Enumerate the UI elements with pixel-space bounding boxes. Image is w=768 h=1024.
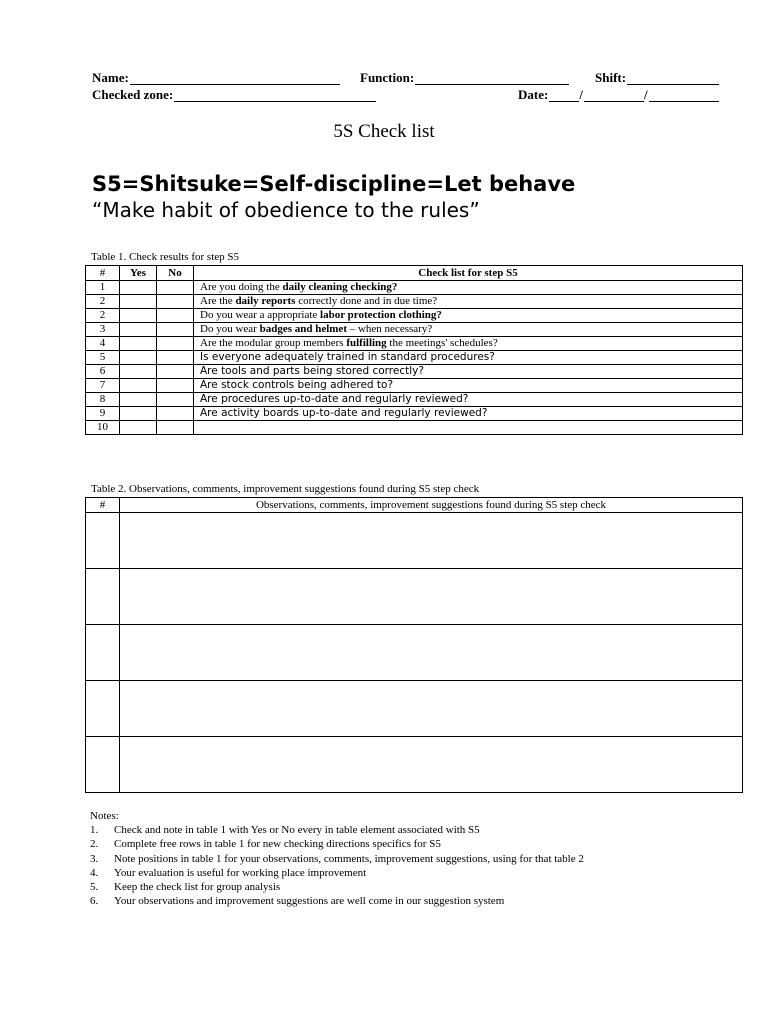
step-motto: “Make habit of obedience to the rules” xyxy=(92,198,480,222)
row-number-cell[interactable] xyxy=(86,513,120,569)
observations-table xyxy=(85,497,743,793)
row-number: 9 xyxy=(86,407,120,421)
yes-cell[interactable] xyxy=(120,351,157,365)
question-text-end: correctly done and in due time? xyxy=(295,295,438,307)
question-text: Is everyone adequately trained in standard procedures? xyxy=(200,351,495,363)
note-text: Keep the check list for group analysis xyxy=(114,881,281,894)
row-number: 6 xyxy=(86,365,120,379)
table-row xyxy=(86,407,743,421)
question-emphasis: labor protection clothing? xyxy=(320,309,442,321)
question-text: Are stock controls being adhered to? xyxy=(200,379,394,391)
date-separator: / xyxy=(643,87,648,102)
shift-field[interactable] xyxy=(595,70,719,86)
table2-caption: Table 2. Observations, comments, improvement suggestions found during S5 step check xyxy=(91,483,480,495)
question-text-end: the meetings' schedules? xyxy=(386,337,498,349)
observation-cell[interactable] xyxy=(120,625,743,681)
observation-cell[interactable] xyxy=(120,569,743,625)
col-observations: Observations, comments, improvement suggestions found during S5 step check xyxy=(120,498,743,513)
row-number-cell[interactable] xyxy=(86,737,120,793)
note-text: Your observations and improvement suggestions are well come in our suggestion system xyxy=(114,895,505,908)
col-number: # xyxy=(86,498,120,513)
table-row xyxy=(86,737,743,793)
row-number: 8 xyxy=(86,393,120,407)
question-text: Are the xyxy=(200,295,236,307)
list-item xyxy=(90,880,584,894)
no-cell[interactable] xyxy=(157,337,194,351)
observation-cell[interactable] xyxy=(120,737,743,793)
observation-cell[interactable] xyxy=(120,681,743,737)
yes-cell[interactable] xyxy=(120,323,157,337)
list-item xyxy=(90,837,584,851)
check-question xyxy=(194,351,743,365)
row-number: 7 xyxy=(86,379,120,393)
step-heading: S5=Shitsuke=Self-discipline=Let behave xyxy=(92,172,576,196)
yes-cell[interactable] xyxy=(120,365,157,379)
col-check-list: Check list for step S5 xyxy=(194,266,743,281)
table-row xyxy=(86,323,743,337)
table-row xyxy=(86,421,743,435)
shift-blank[interactable] xyxy=(627,70,719,85)
notes-section xyxy=(90,809,584,908)
no-cell[interactable] xyxy=(157,393,194,407)
no-cell[interactable] xyxy=(157,421,194,435)
name-blank[interactable] xyxy=(130,70,340,85)
check-question xyxy=(194,407,743,421)
list-item xyxy=(90,852,584,866)
yes-cell[interactable] xyxy=(120,309,157,323)
check-question xyxy=(194,295,743,309)
check-question xyxy=(194,421,743,435)
no-cell[interactable] xyxy=(157,309,194,323)
question-text: Do you wear a appropriate xyxy=(200,309,321,321)
date-day-blank[interactable] xyxy=(549,87,579,102)
table-row xyxy=(86,295,743,309)
note-number: 5. xyxy=(90,881,99,894)
question-text: Are you doing the xyxy=(200,281,283,293)
check-results-table xyxy=(85,265,743,435)
yes-cell[interactable] xyxy=(120,379,157,393)
name-label: Name: xyxy=(92,70,129,85)
name-field[interactable] xyxy=(92,70,340,86)
yes-cell[interactable] xyxy=(120,421,157,435)
list-item xyxy=(90,894,584,908)
date-label: Date: xyxy=(518,87,549,102)
note-text: Check and note in table 1 with Yes or No every in table element associated with S5 xyxy=(114,824,480,837)
table-header-row xyxy=(86,266,743,281)
date-month-blank[interactable] xyxy=(584,87,644,102)
table-row xyxy=(86,393,743,407)
page-title: 5S Check list xyxy=(333,121,435,142)
observation-cell[interactable] xyxy=(120,513,743,569)
table-header-row xyxy=(86,498,743,513)
row-number-cell[interactable] xyxy=(86,625,120,681)
col-number: # xyxy=(86,266,120,281)
col-yes: Yes xyxy=(120,266,157,281)
no-cell[interactable] xyxy=(157,281,194,295)
zone-label: Checked zone: xyxy=(92,87,174,102)
table-row xyxy=(86,309,743,323)
table-row xyxy=(86,281,743,295)
check-question xyxy=(194,393,743,407)
date-field[interactable] xyxy=(518,87,719,103)
list-item xyxy=(90,866,584,880)
row-number: 2 xyxy=(86,295,120,309)
check-question xyxy=(194,337,743,351)
question-text: Are activity boards up-to-date and regularly reviewed? xyxy=(200,407,488,419)
no-cell[interactable] xyxy=(157,323,194,337)
question-text: Do you wear xyxy=(200,323,260,335)
date-year-blank[interactable] xyxy=(649,87,719,102)
table-row xyxy=(86,337,743,351)
question-emphasis: fulfilling xyxy=(346,337,387,349)
table-row xyxy=(86,513,743,569)
no-cell[interactable] xyxy=(157,407,194,421)
table-row xyxy=(86,365,743,379)
question-text: Are the modular group members xyxy=(200,337,347,349)
no-cell[interactable] xyxy=(157,351,194,365)
notes-list xyxy=(90,823,584,908)
table-row xyxy=(86,681,743,737)
zone-blank[interactable] xyxy=(174,87,376,102)
question-emphasis: daily reports xyxy=(235,295,296,307)
question-emphasis: badges and helmet xyxy=(259,323,347,335)
note-number: 1. xyxy=(90,824,99,837)
row-number: 2 xyxy=(86,309,120,323)
row-number: 3 xyxy=(86,323,120,337)
row-number: 5 xyxy=(86,351,120,365)
check-question xyxy=(194,379,743,393)
question-text-end: – when necessary? xyxy=(346,323,433,335)
notes-title: Notes: xyxy=(90,810,119,822)
note-text: Complete free rows in table 1 for new checking directions specifics for S5 xyxy=(114,838,441,851)
question-text: Are tools and parts being stored correctly? xyxy=(200,365,424,377)
yes-cell[interactable] xyxy=(120,407,157,421)
yes-cell[interactable] xyxy=(120,393,157,407)
no-cell[interactable] xyxy=(157,295,194,309)
function-blank[interactable] xyxy=(415,70,569,85)
row-number-cell[interactable] xyxy=(86,569,120,625)
row-number: 1 xyxy=(86,281,120,295)
yes-cell[interactable] xyxy=(120,295,157,309)
table1-caption: Table 1. Check results for step S5 xyxy=(91,251,240,263)
list-item xyxy=(90,823,584,837)
row-number: 4 xyxy=(86,337,120,351)
no-cell[interactable] xyxy=(157,379,194,393)
zone-field[interactable] xyxy=(92,87,376,103)
check-question xyxy=(194,365,743,379)
row-number-cell[interactable] xyxy=(86,681,120,737)
table-row xyxy=(86,569,743,625)
note-text: Note positions in table 1 for your observations, comments, improvement suggestions, using for that table 2 xyxy=(114,852,584,865)
check-question xyxy=(194,281,743,295)
yes-cell[interactable] xyxy=(120,337,157,351)
row-number: 10 xyxy=(86,421,120,435)
date-separator: / xyxy=(579,87,583,102)
note-text: Your evaluation is useful for working place improvement xyxy=(114,866,367,879)
shift-label: Shift: xyxy=(595,70,627,85)
note-number: 2. xyxy=(90,838,99,851)
check-question xyxy=(194,309,743,323)
table-row xyxy=(86,379,743,393)
check-question xyxy=(194,323,743,337)
no-cell[interactable] xyxy=(157,365,194,379)
function-label: Function: xyxy=(360,70,415,85)
col-no: No xyxy=(157,266,194,281)
table-row xyxy=(86,351,743,365)
note-number: 4. xyxy=(90,866,99,879)
note-number: 3. xyxy=(90,852,99,865)
table-row xyxy=(86,625,743,681)
note-number: 6. xyxy=(90,895,99,908)
function-field[interactable] xyxy=(360,70,569,86)
yes-cell[interactable] xyxy=(120,281,157,295)
question-text: Are procedures up-to-date and regularly reviewed? xyxy=(200,393,469,405)
question-emphasis: daily cleaning checking? xyxy=(282,281,398,293)
